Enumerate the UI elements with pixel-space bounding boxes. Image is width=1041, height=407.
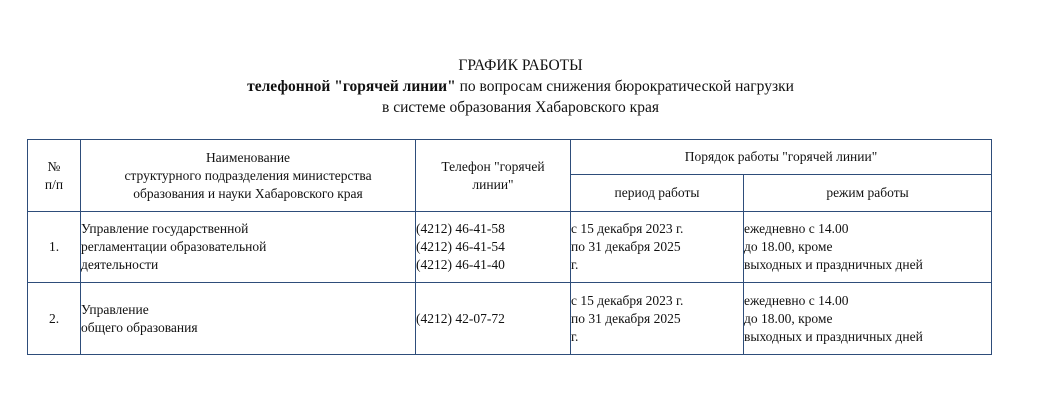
header-name: Наименование структурного подразделения министерства образования и науки Хабаровского края: [81, 140, 416, 212]
phone-number: (4212) 46-41-40: [416, 257, 505, 272]
header-mode: режим работы: [744, 175, 992, 212]
table-row: [28, 212, 992, 283]
row-mode: ежедневно с 14.00 до 18.00, кроме выходных и праздничных дней: [744, 283, 992, 355]
subtitle-rest-part: по вопросам снижения бюрократической нагрузки: [455, 78, 794, 95]
row-period: с 15 декабря 2023 г. по 31 декабря 2025 г.: [571, 283, 744, 355]
header-num: № п/п: [28, 140, 81, 212]
row-department: Управление государственной регламентации образовательной деятельности: [81, 212, 416, 283]
row-num: 2.: [28, 283, 81, 355]
document-subtitle-line3: в системе образования Хабаровского края: [382, 99, 659, 116]
document-subtitle: [0, 76, 1041, 97]
phone-number: (4212) 46-41-54: [416, 239, 505, 254]
table-row: [28, 283, 992, 355]
row-phones: [416, 212, 571, 283]
document-title: ГРАФИК РАБОТЫ: [458, 57, 583, 74]
phone-number: (4212) 46-41-58: [416, 221, 505, 236]
row-period: с 15 декабря 2023 г. по 31 декабря 2025 г.: [571, 212, 744, 283]
document-heading: [0, 55, 1041, 118]
row-department: Управление общего образования: [81, 283, 416, 355]
header-period: период работы: [571, 175, 744, 212]
row-phones: [416, 283, 571, 355]
phone-number: (4212) 42-07-72: [416, 310, 505, 326]
schedule-table: [27, 139, 992, 355]
row-num: 1.: [28, 212, 81, 283]
header-order: Порядок работы "горячей линии": [571, 140, 992, 175]
row-mode: ежедневно с 14.00 до 18.00, кроме выходных и праздничных дней: [744, 212, 992, 283]
header-phone: Телефон "горячей линии": [416, 140, 571, 212]
table-header-row: [28, 140, 992, 175]
subtitle-bold-part: телефонной "горячей линии": [247, 78, 456, 95]
